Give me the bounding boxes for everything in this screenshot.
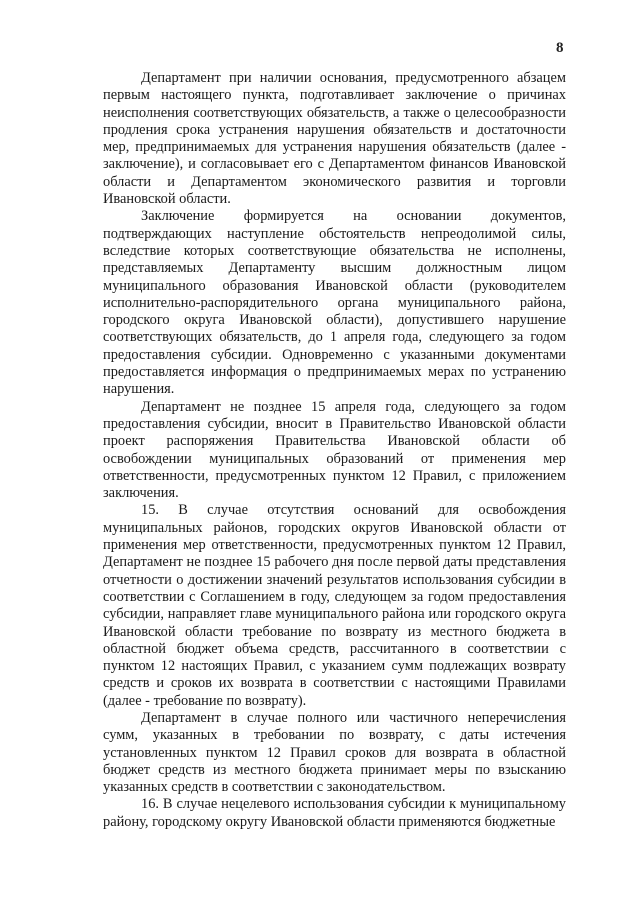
paragraph-recovery-measures: Департамент в случае полного или частичного неперечисления сумм, указанных в требовании по возврату, с даты истечения установленных пунктом 12 Правил сроков для возврата в областной бюджет средств из местного бюджета принимает меры по взысканию указанных средств в соответствии с законодательством.	[103, 709, 566, 796]
paragraph-conclusion-preparation: Департамент при наличии основания, предусмотренного абзацем первым настоящего пункта, подготавливает заключение о причинах неисполнения соответствующих обязательств, а также о целесообразности продления срока устранения нарушения обязательств и достаточности мер, предпринимаемых для устранения нарушения обязательств (далее - заключение), и согласовывает его с Департаментом финансов Ивановской области и Департаментом экономического развития и торговли Ивановской области.	[103, 70, 566, 208]
paragraph-government-submission: Департамент не позднее 15 апреля года, следующего за годом предоставления субсидии, вносит в Правительство Ивановской области проект распоряжения Правительства Ивановской области об освобождении муниципальных образований от применения мер ответственности, предусмотренных пунктом 12 Правил, с приложением заключения.	[103, 398, 566, 502]
document-body	[103, 70, 566, 831]
paragraph-clause-16: 16. В случае нецелевого использования субсидии к муниципальному району, городскому округу Ивановской области применяются бюджетные	[103, 796, 566, 830]
paragraph-clause-15: 15. В случае отсутствия оснований для освобождения муниципальных районов, городских округов Ивановской области от применения мер ответственности, предусмотренных пунктом 12 Правил, Департамент не позднее 15 рабочего дня после первой даты представления отчетности о достижении значений результатов использования субсидии в соответствии с Соглашением в году, следующем за годом предоставления субсидии, направляет главе муниципального района или городского округа Ивановской области требование по возврату из местного бюджета в областной бюджет объема средств, рассчитанного в соответствии с пунктом 12 настоящих Правил, с указанием сумм подлежащих возврату средств и сроков их возврата в соответствии с настоящими Правилами (далее - требование по возврату).	[103, 502, 566, 709]
paragraph-conclusion-basis: Заключение формируется на основании документов, подтверждающих наступление обстоятельств непреодолимой силы, вследствие которых соответствующие обязательства не исполнены, представляемых Департаменту высшим должностным лицом муниципального образования Ивановской области (руководителем исполнительно-распорядительного органа муниципального района, городского округа Ивановской области), допустившего нарушение соответствующих обязательств, до 1 апреля года, следующего за годом предоставления субсидии. Одновременно с указанными документами предоставляется информация о предпринимаемых мерах по устранению нарушения.	[103, 208, 566, 398]
page-number: 8	[556, 40, 564, 56]
